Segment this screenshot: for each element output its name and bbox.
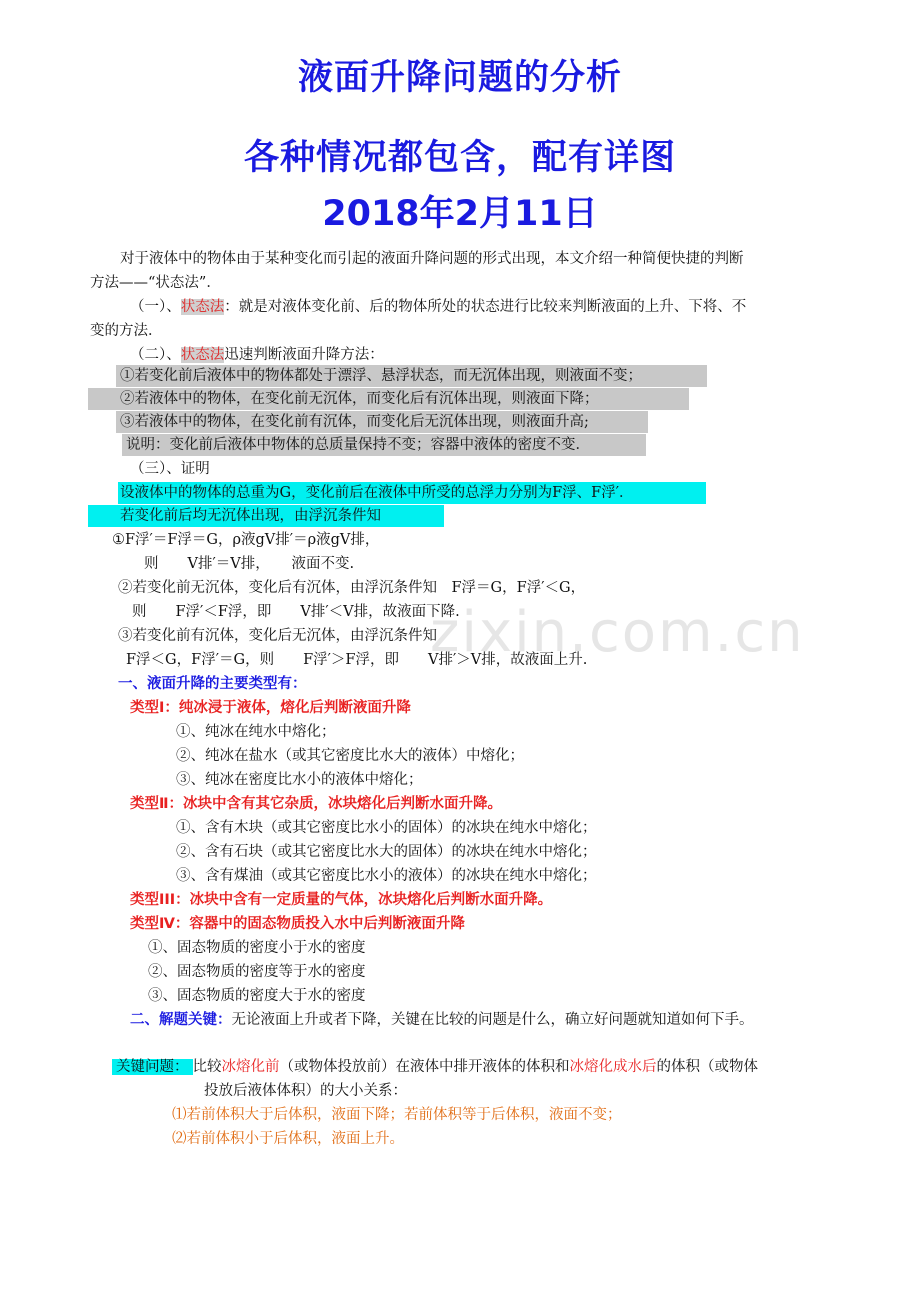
intro-paragraph-2: [130, 296, 746, 318]
type-1-item-1: ①、纯冰在纯水中熔化；: [176, 724, 336, 740]
rule-note: 说明：变化前后液体中物体的总质量保持不变；容器中液体的密度不变．: [122, 434, 646, 456]
conclusion-2: ⑵若前体积小于后体积，液面上升。: [172, 1131, 404, 1147]
state-method-keyword: 状态法: [180, 299, 225, 315]
type-1-item-2: ②、纯冰在盐水（或其它密度比水大的液体）中熔化；: [176, 748, 524, 764]
key-heading: 二、解题关键：: [130, 1012, 232, 1028]
intro-paragraph-1b: 方法——“状态法”．: [90, 275, 221, 291]
key-text: 无论液面上升或者下降，关键在比较的问题是什么，确立好问题就知道如何下手。: [231, 1012, 754, 1028]
intro-paragraph-1a: 对于液体中的物体由于某种变化而引起的液面升降问题的形式出现，本文介绍一种简便快捷的判断: [120, 251, 744, 267]
type-1-item-3: ③、纯冰在密度比水小的液体中熔化；: [176, 772, 423, 788]
key-question: [112, 1056, 758, 1078]
proof-line-1: 设液体中的物体的总重为G，变化前后在液体中所受的总浮力分别为F浮、F浮′．: [118, 482, 706, 504]
type-4-item-3: ③、固态物质的密度大于水的密度: [148, 988, 366, 1004]
title-line-1: 液面升降问题的分析: [297, 58, 622, 98]
type-1-heading: 类型Ⅰ：纯冰浸于液体，熔化后判断液面升降: [130, 700, 411, 716]
proof-line-5: ②若变化前无沉体，变化后有沉体，由浮沉条件知 F浮＝G，F浮′＜G，: [118, 580, 586, 596]
intro-paragraph-2b: 变的方法．: [90, 323, 163, 339]
rule-3: ③若液体中的物体，在变化前有沉体，而变化后无沉体出现，则液面升高;: [116, 411, 648, 433]
proof-line-3: ①F浮′＝F浮＝G，ρ液gV排′＝ρ液gV排，: [112, 532, 380, 548]
proof-line-6: 则 F浮′＜F浮，即 V排′＜V排，故液面下降.: [132, 604, 460, 620]
watermark: zixin.com.cn: [430, 600, 805, 665]
title-date: 2018年2月11日: [322, 194, 598, 234]
key-question-cont: 投放后液体体积）的大小关系：: [204, 1083, 407, 1099]
key-q-red-2: 冰熔化成水后: [569, 1059, 657, 1075]
key-q-a: 比较: [192, 1059, 222, 1075]
rule-1: ①若变化前后液体中的物体都处于漂浮、悬浮状态，而无沉体出现，则液面不变；: [116, 365, 707, 387]
p2-prefix: （一）、: [130, 299, 181, 315]
title-line-2: 各种情况都包含，配有详图: [243, 138, 676, 178]
types-heading: 一、液面升降的主要类型有：: [118, 676, 307, 692]
key-q-c: 的体积（或物体: [656, 1059, 758, 1075]
key-section: [130, 1009, 754, 1031]
type-2-heading: 类型Ⅱ：冰块中含有其它杂质，冰块熔化后判断水面升降。: [130, 796, 503, 812]
type-2-item-2: ②、含有石块（或其它密度比水大的固体）的冰块在纯水中熔化；: [176, 844, 597, 860]
type-3-heading: 类型III：冰块中含有一定质量的气体，冰块熔化后判断水面升降。: [130, 892, 553, 908]
state-method-keyword-2: 状态法: [180, 347, 225, 363]
proof-line-7: ③若变化前有沉体，变化后无沉体，由浮沉条件知: [118, 628, 437, 644]
proof-line-4: 则 V排′＝V排， 液面不变.: [144, 556, 355, 572]
key-q-red-1: 冰熔化前: [221, 1059, 280, 1075]
type-4-item-1: ①、固态物质的密度小于水的密度: [148, 940, 366, 956]
proof-line-8: F浮＜G，F浮′＝G，则 F浮′＞F浮，即 V排′＞V排，故液面上升.: [126, 652, 588, 668]
proof-line-2: 若变化前后均无沉体出现，由浮沉条件知: [88, 505, 444, 527]
p3-prefix: （二）、: [130, 347, 181, 363]
rule-2: ②若液体中的物体，在变化前无沉体，而变化后有沉体出现，则液面下降；: [88, 388, 689, 410]
type-4-heading: 类型Ⅳ：容器中的固态物质投入水中后判断液面升降: [130, 916, 465, 932]
key-q-b: （或物体投放前）在液体中排开液体的体积和: [279, 1059, 570, 1075]
p3-suffix: 迅速判断液面升降方法：: [224, 347, 384, 363]
p2-suffix: ：就是对液体变化前、后的物体所处的状态进行比较来判断液面的上升、下将、不: [224, 299, 747, 315]
intro-paragraph-3: [130, 344, 384, 366]
proof-heading: （三）、证明: [130, 461, 210, 477]
type-2-item-3: ③、含有煤油（或其它密度比水小的液体）的冰块在纯水中熔化；: [176, 868, 597, 884]
key-question-label: 关键问题：: [112, 1059, 193, 1075]
type-4-item-2: ②、固态物质的密度等于水的密度: [148, 964, 366, 980]
type-2-item-1: ①、含有木块（或其它密度比水小的固体）的冰块在纯水中熔化；: [176, 820, 597, 836]
conclusion-1: ⑴若前体积大于后体积，液面下降；若前体积等于后体积，液面不变；: [172, 1107, 622, 1123]
